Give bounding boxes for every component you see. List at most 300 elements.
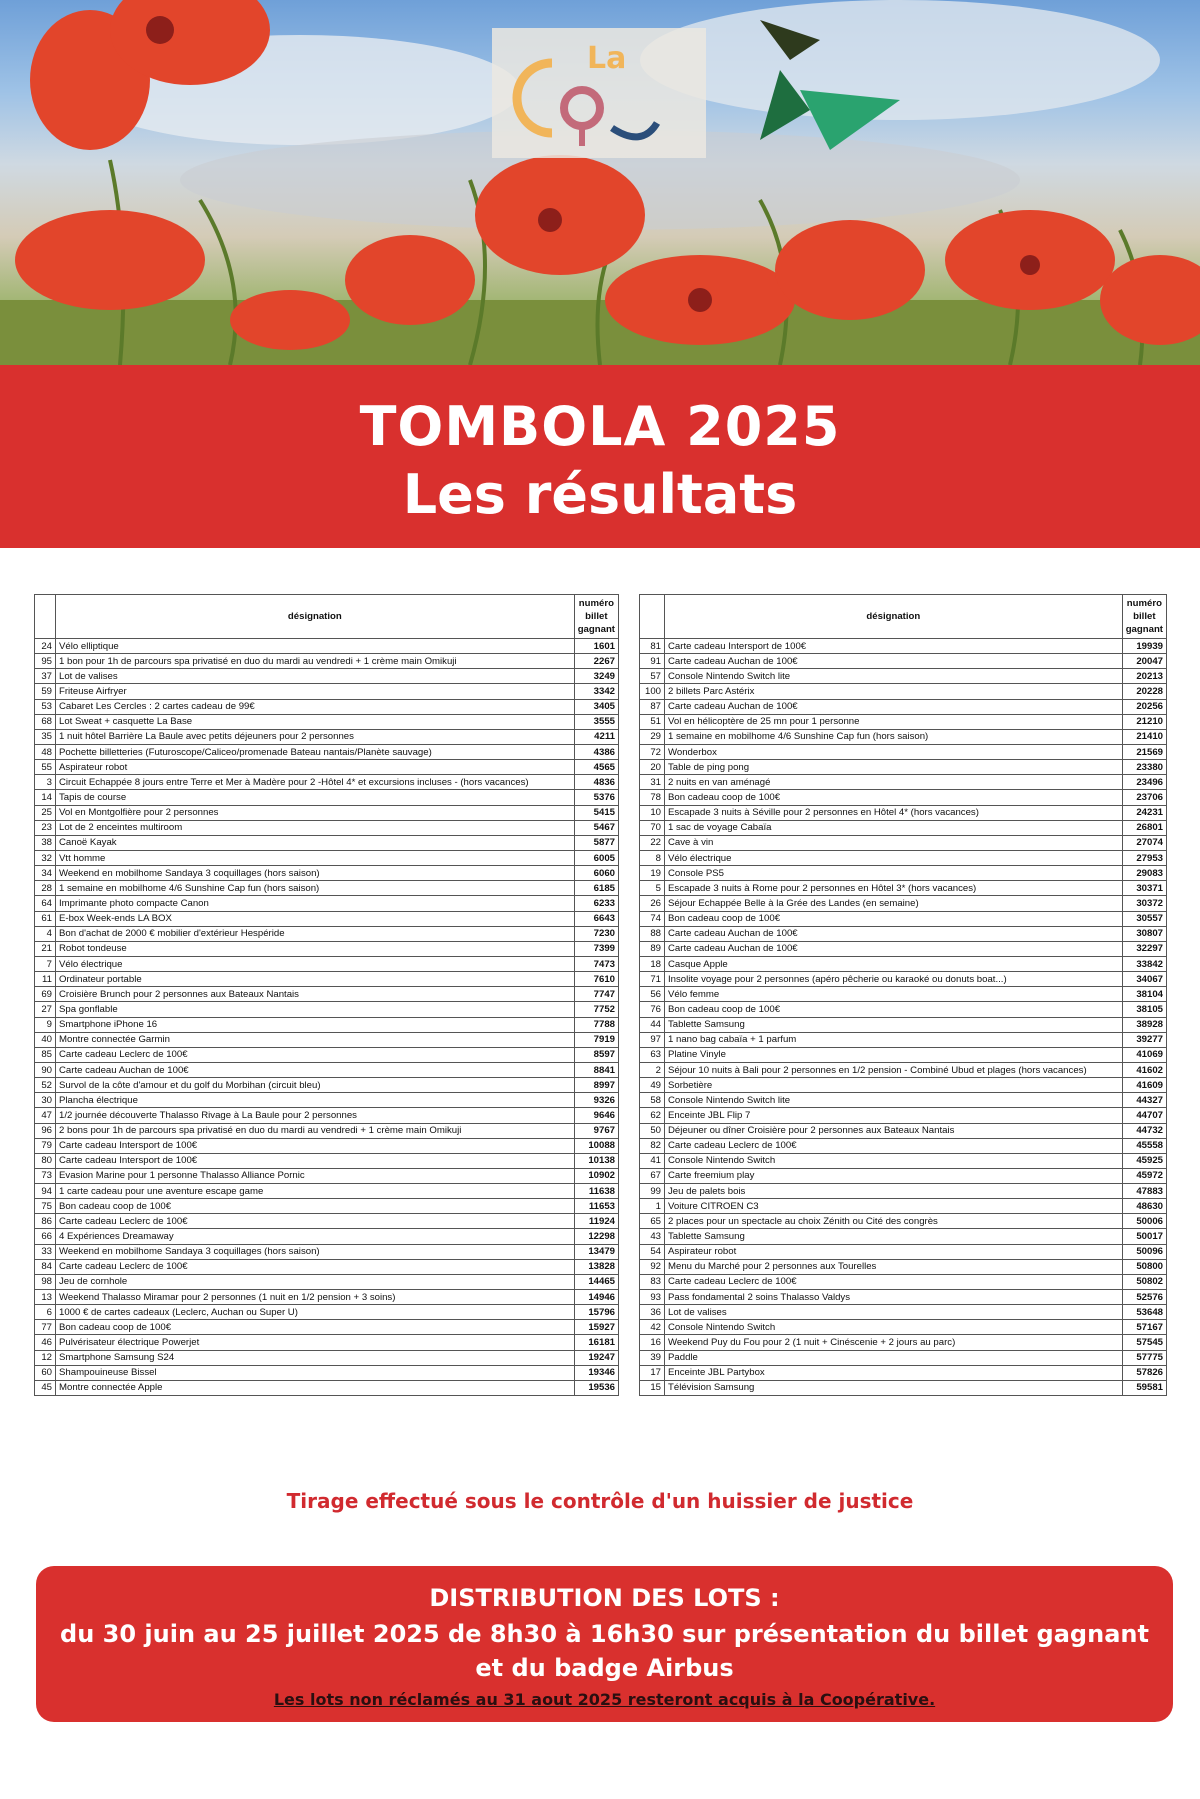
prize-designation: Bon cadeau coop de 100€ xyxy=(665,790,1123,805)
ticket-number: 5467 xyxy=(574,820,618,835)
prize-designation: Weekend en mobilhome Sandaya 3 coquillages (hors saison) xyxy=(56,1244,575,1259)
ticket-number: 38928 xyxy=(1122,1017,1166,1032)
ticket-number: 23380 xyxy=(1122,760,1166,775)
ticket-number: 44707 xyxy=(1122,1108,1166,1123)
prize-rank: 32 xyxy=(35,850,56,865)
prize-rank: 41 xyxy=(640,1153,665,1168)
ticket-number: 7473 xyxy=(574,956,618,971)
table-row xyxy=(35,729,619,744)
prize-designation: Bon cadeau coop de 100€ xyxy=(56,1199,575,1214)
distribution-dates: du 30 juin au 25 juillet 2025 de 8h30 à 16h30 sur présentation du billet gagnant xyxy=(60,1620,1149,1648)
ticket-number: 7919 xyxy=(574,1032,618,1047)
prize-designation: Escapade 3 nuits à Séville pour 2 personnes en Hôtel 4* (hors vacances) xyxy=(665,805,1123,820)
hero-image xyxy=(0,0,1200,365)
ticket-number: 5376 xyxy=(574,790,618,805)
ticket-number: 30807 xyxy=(1122,926,1166,941)
distribution-badge: et du badge Airbus xyxy=(475,1654,734,1682)
ticket-number: 20256 xyxy=(1122,699,1166,714)
unclaimed-notice: Les lots non réclamés au 31 aout 2025 resteront acquis à la Coopérative. xyxy=(273,1690,936,1709)
prize-rank: 73 xyxy=(35,1168,56,1183)
prize-rank: 83 xyxy=(640,1274,665,1289)
prize-rank: 19 xyxy=(640,866,665,881)
prize-rank: 67 xyxy=(640,1168,665,1183)
table-row xyxy=(640,956,1167,971)
table-row xyxy=(35,1017,619,1032)
table-row xyxy=(35,1229,619,1244)
prize-designation: Vol en hélicoptère de 25 mn pour 1 personne xyxy=(665,714,1123,729)
prize-designation: Wonderbox xyxy=(665,744,1123,759)
table-row xyxy=(640,1199,1167,1214)
ticket-number: 6233 xyxy=(574,896,618,911)
prize-rank: 93 xyxy=(640,1290,665,1305)
svg-text:La: La xyxy=(587,41,627,76)
prize-designation: Console PS5 xyxy=(665,866,1123,881)
prize-designation: 1 bon pour 1h de parcours spa privatisé en duo du mardi au vendredi + 1 crème main Omikuji xyxy=(56,654,575,669)
prize-designation: Vélo elliptique xyxy=(56,639,575,654)
table-row xyxy=(640,911,1167,926)
table-row xyxy=(35,1123,619,1138)
prize-designation: Voiture CITROEN C3 xyxy=(665,1199,1123,1214)
ticket-number: 50096 xyxy=(1122,1244,1166,1259)
table-row xyxy=(35,987,619,1002)
prize-rank: 48 xyxy=(35,744,56,759)
table-row xyxy=(640,1108,1167,1123)
prize-designation: Lot de valises xyxy=(665,1305,1123,1320)
results-table-left xyxy=(34,594,619,1396)
prize-designation: 1 nano bag cabaïa + 1 parfum xyxy=(665,1032,1123,1047)
prize-designation: Pulvérisateur électrique Powerjet xyxy=(56,1335,575,1350)
table-row xyxy=(35,1335,619,1350)
ticket-number: 7747 xyxy=(574,987,618,1002)
table-row xyxy=(35,835,619,850)
prize-rank: 79 xyxy=(35,1138,56,1153)
prize-designation: Smartphone Samsung S24 xyxy=(56,1350,575,1365)
prize-rank: 16 xyxy=(640,1335,665,1350)
table-row xyxy=(35,1274,619,1289)
ticket-number: 5415 xyxy=(574,805,618,820)
ticket-number: 14946 xyxy=(574,1290,618,1305)
table-row xyxy=(640,805,1167,820)
ticket-number: 3555 xyxy=(574,714,618,729)
ticket-number: 53648 xyxy=(1122,1305,1166,1320)
table-row xyxy=(640,1229,1167,1244)
ticket-number: 34067 xyxy=(1122,972,1166,987)
prize-designation: 1 carte cadeau pour une aventure escape game xyxy=(56,1184,575,1199)
table-row xyxy=(35,850,619,865)
prize-designation: Weekend Puy du Fou pour 2 (1 nuit + Cinéscenie + 2 jours au parc) xyxy=(665,1335,1123,1350)
prize-rank: 80 xyxy=(35,1153,56,1168)
prize-rank: 81 xyxy=(640,639,665,654)
table-row xyxy=(640,684,1167,699)
prize-designation: Paddle xyxy=(665,1350,1123,1365)
table-row xyxy=(35,1290,619,1305)
prize-designation: Aspirateur robot xyxy=(56,760,575,775)
table-row xyxy=(640,775,1167,790)
coop-logo xyxy=(492,28,706,158)
coop-logo-icon xyxy=(492,28,706,158)
prize-rank: 74 xyxy=(640,911,665,926)
prize-rank: 90 xyxy=(35,1062,56,1077)
prize-designation: Robot tondeuse xyxy=(56,941,575,956)
prize-rank: 5 xyxy=(640,881,665,896)
prize-rank: 94 xyxy=(35,1184,56,1199)
ticket-number: 11653 xyxy=(574,1199,618,1214)
prize-designation: Cave à vin xyxy=(665,835,1123,850)
table-row xyxy=(640,1138,1167,1153)
prize-designation: Console Nintendo Switch xyxy=(665,1320,1123,1335)
table-row xyxy=(640,1168,1167,1183)
prize-designation: Tablette Samsung xyxy=(665,1017,1123,1032)
prize-rank: 66 xyxy=(35,1229,56,1244)
table-row xyxy=(35,790,619,805)
prize-designation: Shampouineuse Bissel xyxy=(56,1365,575,1380)
prize-rank: 55 xyxy=(35,760,56,775)
prize-designation: Carte cadeau Auchan de 100€ xyxy=(665,654,1123,669)
prize-designation: Circuit Echappée 8 jours entre Terre et Mer à Madère pour 2 -Hôtel 4* et excursions incluses - (hors vacances) xyxy=(56,775,575,790)
prize-rank: 7 xyxy=(35,956,56,971)
prize-designation: Bon cadeau coop de 100€ xyxy=(665,1002,1123,1017)
prize-rank: 92 xyxy=(640,1259,665,1274)
table-row xyxy=(640,941,1167,956)
prize-designation: Lot de 2 enceintes multiroom xyxy=(56,820,575,835)
prize-designation: Console Nintendo Switch lite xyxy=(665,1093,1123,1108)
prize-designation: Carte cadeau Leclerc de 100€ xyxy=(56,1259,575,1274)
prize-designation: 1 semaine en mobilhome 4/6 Sunshine Cap fun (hors saison) xyxy=(665,729,1123,744)
table-row xyxy=(35,775,619,790)
ticket-number: 4565 xyxy=(574,760,618,775)
prize-rank: 1 xyxy=(640,1199,665,1214)
prize-designation: Console Nintendo Switch lite xyxy=(665,669,1123,684)
ticket-number: 26801 xyxy=(1122,820,1166,835)
prize-rank: 86 xyxy=(35,1214,56,1229)
ticket-number: 38104 xyxy=(1122,987,1166,1002)
prize-rank: 89 xyxy=(640,941,665,956)
ticket-number: 13828 xyxy=(574,1259,618,1274)
prize-designation: Pass fondamental 2 soins Thalasso Valdys xyxy=(665,1290,1123,1305)
ticket-number: 6185 xyxy=(574,881,618,896)
ticket-number: 45558 xyxy=(1122,1138,1166,1153)
table-row xyxy=(640,850,1167,865)
ticket-number: 33842 xyxy=(1122,956,1166,971)
prize-designation: Casque Apple xyxy=(665,956,1123,971)
table-row xyxy=(640,1017,1167,1032)
ticket-number: 7752 xyxy=(574,1002,618,1017)
prize-rank: 56 xyxy=(640,987,665,1002)
ticket-number: 30372 xyxy=(1122,896,1166,911)
table-row xyxy=(640,1123,1167,1138)
distribution-title: DISTRIBUTION DES LOTS : xyxy=(429,1584,780,1612)
table-row xyxy=(640,926,1167,941)
table-row xyxy=(640,1078,1167,1093)
table-row xyxy=(35,699,619,714)
prize-designation: Pochette billetteries (Futuroscope/Caliceo/promenade Bateau nantais/Planète sauvage) xyxy=(56,744,575,759)
prize-rank: 62 xyxy=(640,1108,665,1123)
table-row xyxy=(640,714,1167,729)
ticket-number: 20047 xyxy=(1122,654,1166,669)
table-row xyxy=(35,926,619,941)
prize-rank: 36 xyxy=(640,1305,665,1320)
ticket-number: 24231 xyxy=(1122,805,1166,820)
prize-rank: 65 xyxy=(640,1214,665,1229)
table-row xyxy=(640,896,1167,911)
ticket-number: 57775 xyxy=(1122,1350,1166,1365)
prize-rank: 8 xyxy=(640,850,665,865)
prize-rank: 14 xyxy=(35,790,56,805)
table-row xyxy=(35,1032,619,1047)
ticket-number: 11924 xyxy=(574,1214,618,1229)
prize-rank: 17 xyxy=(640,1365,665,1380)
prize-rank: 29 xyxy=(640,729,665,744)
ticket-number: 44732 xyxy=(1122,1123,1166,1138)
ticket-number: 44327 xyxy=(1122,1093,1166,1108)
prize-designation: Vélo électrique xyxy=(665,850,1123,865)
table-row xyxy=(35,714,619,729)
ticket-number: 48630 xyxy=(1122,1199,1166,1214)
col-ticket-header: numéro billet gagnant xyxy=(574,595,618,639)
prize-rank: 54 xyxy=(640,1244,665,1259)
prize-rank: 23 xyxy=(35,820,56,835)
ticket-number: 19939 xyxy=(1122,639,1166,654)
prize-designation: Cabaret Les Cercles : 2 cartes cadeau de 99€ xyxy=(56,699,575,714)
prize-rank: 78 xyxy=(640,790,665,805)
table-row xyxy=(35,1184,619,1199)
table-row xyxy=(640,972,1167,987)
ticket-number: 23496 xyxy=(1122,775,1166,790)
prize-designation: Platine Vinyle xyxy=(665,1047,1123,1062)
col-rank-header xyxy=(640,595,665,639)
prize-rank: 28 xyxy=(35,881,56,896)
prize-designation: E-box Week-ends LA BOX xyxy=(56,911,575,926)
ticket-number: 9767 xyxy=(574,1123,618,1138)
table-row xyxy=(640,639,1167,654)
table-row xyxy=(35,1380,619,1395)
ticket-number: 6643 xyxy=(574,911,618,926)
prize-designation: Survol de la côte d'amour et du golf du Morbihan (circuit bleu) xyxy=(56,1078,575,1093)
prize-rank: 87 xyxy=(640,699,665,714)
prize-rank: 91 xyxy=(640,654,665,669)
prize-designation: Aspirateur robot xyxy=(665,1244,1123,1259)
ticket-number: 41609 xyxy=(1122,1078,1166,1093)
prize-rank: 69 xyxy=(35,987,56,1002)
table-row xyxy=(640,1365,1167,1380)
ticket-number: 21410 xyxy=(1122,729,1166,744)
prize-rank: 39 xyxy=(640,1350,665,1365)
results-table-right xyxy=(639,594,1167,1396)
ticket-number: 30371 xyxy=(1122,881,1166,896)
table-row xyxy=(35,1350,619,1365)
ticket-number: 7788 xyxy=(574,1017,618,1032)
col-designation-header: désignation xyxy=(665,595,1123,639)
distribution-box xyxy=(36,1566,1173,1722)
ticket-number: 59581 xyxy=(1122,1380,1166,1395)
prize-rank: 68 xyxy=(35,714,56,729)
table-row xyxy=(640,790,1167,805)
prize-designation: 1000 € de cartes cadeaux (Leclerc, Auchan ou Super U) xyxy=(56,1305,575,1320)
table-row xyxy=(35,1002,619,1017)
table-row xyxy=(640,820,1167,835)
prize-designation: Télévision Samsung xyxy=(665,1380,1123,1395)
prize-rank: 40 xyxy=(35,1032,56,1047)
table-row xyxy=(35,654,619,669)
prize-designation: Jeu de cornhole xyxy=(56,1274,575,1289)
prize-designation: 2 places pour un spectacle au choix Zénith ou Cité des congrès xyxy=(665,1214,1123,1229)
table-row xyxy=(640,881,1167,896)
prize-rank: 72 xyxy=(640,744,665,759)
ticket-number: 8597 xyxy=(574,1047,618,1062)
prize-designation: Carte cadeau Auchan de 100€ xyxy=(665,941,1123,956)
prize-designation: Séjour Echappée Belle à la Grée des Landes (en semaine) xyxy=(665,896,1123,911)
prize-designation: Tablette Samsung xyxy=(665,1229,1123,1244)
table-row xyxy=(640,1259,1167,1274)
ticket-number: 10088 xyxy=(574,1138,618,1153)
table-row xyxy=(640,1184,1167,1199)
prize-rank: 4 xyxy=(35,926,56,941)
table-row xyxy=(35,911,619,926)
prize-designation: Bon cadeau coop de 100€ xyxy=(665,911,1123,926)
prize-rank: 38 xyxy=(35,835,56,850)
ticket-number: 50017 xyxy=(1122,1229,1166,1244)
table-row xyxy=(35,684,619,699)
table-row xyxy=(640,1093,1167,1108)
ticket-number: 20228 xyxy=(1122,684,1166,699)
prize-designation: Ordinateur portable xyxy=(56,972,575,987)
table-row xyxy=(35,639,619,654)
ticket-number: 10138 xyxy=(574,1153,618,1168)
prize-designation: Carte cadeau Leclerc de 100€ xyxy=(56,1214,575,1229)
prize-designation: Carte freemium play xyxy=(665,1168,1123,1183)
ticket-number: 41069 xyxy=(1122,1047,1166,1062)
table-row xyxy=(640,760,1167,775)
ticket-number: 21210 xyxy=(1122,714,1166,729)
table-row xyxy=(640,1153,1167,1168)
ticket-number: 20213 xyxy=(1122,669,1166,684)
prize-designation: Table de ping pong xyxy=(665,760,1123,775)
prize-rank: 21 xyxy=(35,941,56,956)
prize-rank: 88 xyxy=(640,926,665,941)
ticket-number: 50006 xyxy=(1122,1214,1166,1229)
table-row xyxy=(640,1274,1167,1289)
table-row xyxy=(640,987,1167,1002)
ticket-number: 23706 xyxy=(1122,790,1166,805)
table-row xyxy=(640,1305,1167,1320)
prize-rank: 20 xyxy=(640,760,665,775)
prize-designation: Spa gonflable xyxy=(56,1002,575,1017)
prize-designation: Insolite voyage pour 2 personnes (apéro pêcherie ou karaoké ou donuts boat...) xyxy=(665,972,1123,987)
prize-rank: 10 xyxy=(640,805,665,820)
table-row xyxy=(35,1062,619,1077)
prize-rank: 47 xyxy=(35,1108,56,1123)
table-row xyxy=(640,1002,1167,1017)
prize-rank: 70 xyxy=(640,820,665,835)
ticket-number: 21569 xyxy=(1122,744,1166,759)
prize-rank: 46 xyxy=(35,1335,56,1350)
prize-rank: 35 xyxy=(35,729,56,744)
prize-designation: Montre connectée Garmin xyxy=(56,1032,575,1047)
table-row xyxy=(35,1168,619,1183)
prize-designation: 1 nuit hôtel Barrière La Baule avec petits déjeuners pour 2 personnes xyxy=(56,729,575,744)
prize-rank: 57 xyxy=(640,669,665,684)
prize-rank: 43 xyxy=(640,1229,665,1244)
prize-rank: 76 xyxy=(640,1002,665,1017)
prize-designation: Weekend en mobilhome Sandaya 3 coquillages (hors saison) xyxy=(56,866,575,881)
table-row xyxy=(35,881,619,896)
prize-designation: Vtt homme xyxy=(56,850,575,865)
prize-rank: 82 xyxy=(640,1138,665,1153)
prize-rank: 71 xyxy=(640,972,665,987)
prize-designation: Canoë Kayak xyxy=(56,835,575,850)
table-row xyxy=(35,1214,619,1229)
page-title: TOMBOLA 2025 xyxy=(359,395,841,458)
table-row xyxy=(35,1153,619,1168)
prize-designation: Bon cadeau coop de 100€ xyxy=(56,1320,575,1335)
table-row xyxy=(640,1047,1167,1062)
ticket-number: 4386 xyxy=(574,744,618,759)
prize-rank: 51 xyxy=(640,714,665,729)
prize-rank: 42 xyxy=(640,1320,665,1335)
table-row xyxy=(640,1032,1167,1047)
ticket-number: 38105 xyxy=(1122,1002,1166,1017)
prize-designation: Evasion Marine pour 1 personne Thalasso Alliance Pornic xyxy=(56,1168,575,1183)
prize-designation: Séjour 10 nuits à Bali pour 2 personnes en 1/2 pension - Combiné Ubud et plages (hors vacances) xyxy=(665,1062,1123,1077)
prize-designation: Carte cadeau Intersport de 100€ xyxy=(56,1153,575,1168)
prize-designation: Smartphone iPhone 16 xyxy=(56,1017,575,1032)
ticket-number: 45972 xyxy=(1122,1168,1166,1183)
table-row xyxy=(35,1138,619,1153)
ticket-number: 19536 xyxy=(574,1380,618,1395)
prize-designation: 1/2 journée découverte Thalasso Rivage à La Baule pour 2 personnes xyxy=(56,1108,575,1123)
prize-rank: 34 xyxy=(35,866,56,881)
prize-designation: Friteuse Airfryer xyxy=(56,684,575,699)
prize-rank: 59 xyxy=(35,684,56,699)
prize-rank: 2 xyxy=(640,1062,665,1077)
page-subtitle: Les résultats xyxy=(402,463,798,526)
table-row xyxy=(640,744,1167,759)
table-row xyxy=(640,835,1167,850)
prize-rank: 53 xyxy=(35,699,56,714)
prize-rank: 98 xyxy=(35,1274,56,1289)
prize-designation: Lot de valises xyxy=(56,669,575,684)
ticket-number: 19247 xyxy=(574,1350,618,1365)
prize-rank: 18 xyxy=(640,956,665,971)
ticket-number: 16181 xyxy=(574,1335,618,1350)
ticket-number: 30557 xyxy=(1122,911,1166,926)
table-row xyxy=(640,1214,1167,1229)
prize-designation: Carte cadeau Auchan de 100€ xyxy=(665,926,1123,941)
prize-rank: 11 xyxy=(35,972,56,987)
table-row xyxy=(35,760,619,775)
prize-designation: Vélo femme xyxy=(665,987,1123,1002)
ticket-number: 2267 xyxy=(574,654,618,669)
ticket-number: 7230 xyxy=(574,926,618,941)
table-row xyxy=(35,1244,619,1259)
prize-rank: 45 xyxy=(35,1380,56,1395)
ticket-number: 52576 xyxy=(1122,1290,1166,1305)
ticket-number: 27074 xyxy=(1122,835,1166,850)
ticket-number: 32297 xyxy=(1122,941,1166,956)
table-row xyxy=(35,896,619,911)
table-row xyxy=(35,805,619,820)
prize-designation: Carte cadeau Leclerc de 100€ xyxy=(56,1047,575,1062)
table-row xyxy=(35,669,619,684)
prize-designation: Croisière Brunch pour 2 personnes aux Bateaux Nantais xyxy=(56,987,575,1002)
table-row xyxy=(35,1259,619,1274)
prize-rank: 3 xyxy=(35,775,56,790)
col-ticket-header: numéro billet gagnant xyxy=(1122,595,1166,639)
ticket-number: 15796 xyxy=(574,1305,618,1320)
ticket-number: 50800 xyxy=(1122,1259,1166,1274)
table-row xyxy=(35,1320,619,1335)
table-row xyxy=(35,1305,619,1320)
